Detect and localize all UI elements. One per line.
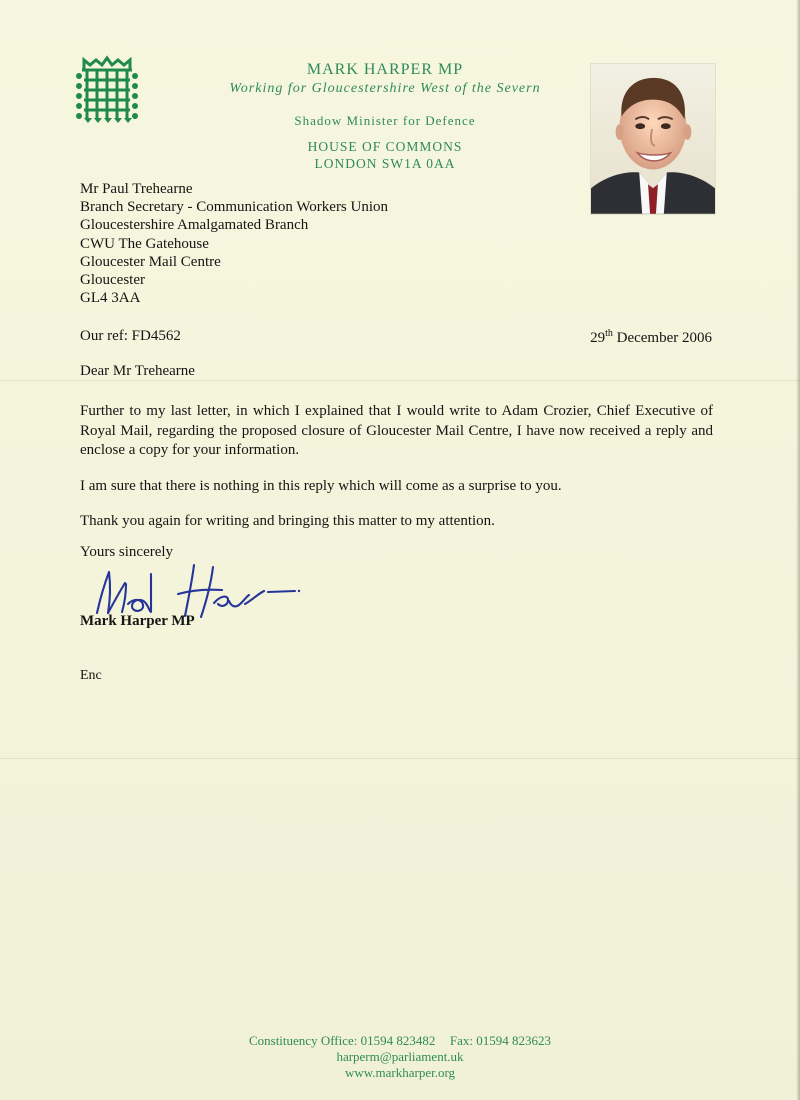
fax-number: Fax: 01594 823623 bbox=[449, 1033, 552, 1048]
recipient-line: Gloucester Mail Centre bbox=[80, 253, 221, 270]
office-city: LONDON SW1A 0AA bbox=[314, 156, 456, 171]
website-link: www.markharper.org bbox=[344, 1065, 456, 1080]
recipient-address bbox=[80, 180, 540, 307]
page-edge-shadow bbox=[796, 0, 800, 1100]
signer-name: Mark Harper MP bbox=[80, 613, 195, 629]
salutation: Dear Mr Trehearne bbox=[80, 363, 195, 379]
date-day: 29 bbox=[590, 330, 606, 346]
recipient-line: Gloucester bbox=[80, 272, 145, 289]
body-paragraph: Further to my last letter, in which I explained that I would write to Adam Crozier, Chief Executive of Royal Mail, regarding the proposed closure of Gloucester Mail Centre, I have now received a reply and enclose a copy for your information. bbox=[80, 403, 713, 458]
mp-name-heading: MARK HARPER MP bbox=[306, 61, 464, 78]
office-name: HOUSE OF COMMONS bbox=[307, 139, 463, 154]
letter-body bbox=[80, 402, 713, 548]
ministerial-role: Shadow Minister for Defence bbox=[294, 113, 476, 128]
body-paragraph: Thank you again for writing and bringing this matter to my attention. bbox=[80, 513, 495, 529]
letterhead bbox=[195, 60, 575, 172]
closing: Yours sincerely bbox=[80, 544, 174, 560]
reference-number: Our ref: FD4562 bbox=[80, 328, 181, 344]
footer-phone-line bbox=[0, 1033, 800, 1049]
footer-contact bbox=[0, 1033, 800, 1081]
enclosure-note: Enc bbox=[80, 668, 102, 683]
recipient-line: CWU The Gatehouse bbox=[80, 235, 209, 252]
constituency-office-phone: Constituency Office: 01594 823482 bbox=[248, 1033, 436, 1048]
fold-line bbox=[0, 380, 800, 381]
fold-line bbox=[0, 758, 800, 759]
email-address: harperm@parliament.uk bbox=[336, 1049, 464, 1064]
portcullis-icon bbox=[74, 52, 140, 124]
date-day-suffix: th bbox=[605, 328, 613, 339]
constituency-tagline: Working for Gloucestershire West of the Severn bbox=[229, 81, 541, 96]
letter-date bbox=[590, 328, 712, 347]
recipient-line: Gloucestershire Amalgamated Branch bbox=[80, 217, 309, 234]
recipient-line: Branch Secretary - Communication Workers Union bbox=[80, 199, 389, 216]
date-month-year: December 2006 bbox=[616, 330, 712, 346]
recipient-line: GL4 3AA bbox=[80, 290, 141, 307]
recipient-line: Mr Paul Trehearne bbox=[80, 181, 193, 197]
portrait-photo bbox=[590, 63, 716, 215]
body-paragraph: I am sure that there is nothing in this reply which will come as a surprise to you. bbox=[80, 477, 562, 494]
